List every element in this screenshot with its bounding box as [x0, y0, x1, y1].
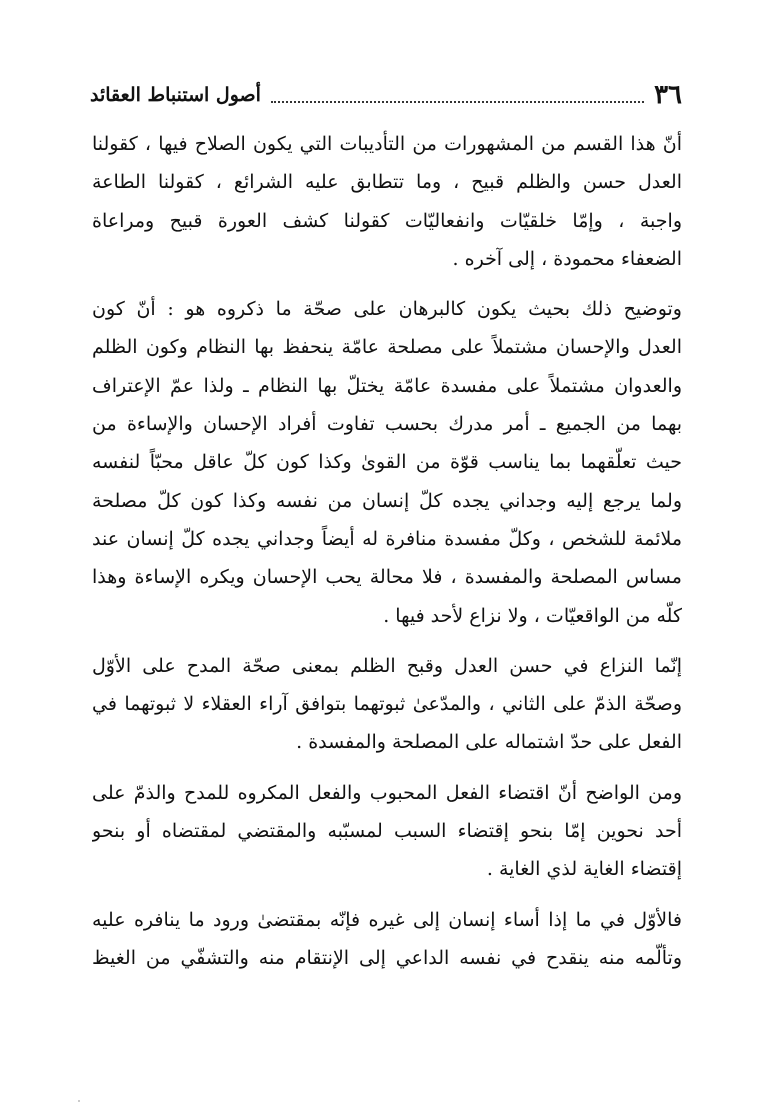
paragraph: [92, 125, 682, 278]
text-line: العدل حسن والظلم قبيح ، وما تتطابق عليه الشرائع ، كقولنا الطاعة: [92, 171, 682, 194]
text-line: إنّما النزاع في حسن العدل وقبح الظلم بمعنى صحّة المدح على الأوّل: [92, 654, 682, 677]
scan-speck: [78, 1100, 80, 1102]
body-text: [92, 125, 682, 989]
paragraph: [92, 290, 682, 635]
text-line: ومن الواضح أنّ اقتضاء الفعل المحبوب والفعل المكروه للمدح والذمّ على: [92, 781, 682, 804]
paragraph: [92, 774, 682, 889]
text-line: ولما يرجع إليه وجداني يجده كلّ إنسان من نفسه وكذا كون كلّ مصلحة: [92, 489, 682, 512]
dotted-leader: [271, 101, 644, 103]
running-title: أصول استنباط العقائد: [90, 84, 261, 106]
text-line: والعدوان مشتملاً على مفسدة عامّة يختلّ بها النظام ـ ولذا عمّ الإعتراف: [92, 374, 682, 397]
text-line: واجبة ، وإمّا خلقيّات وانفعاليّات كقولنا كشف العورة قبيح ومراعاة: [92, 209, 682, 232]
page-header: [90, 78, 682, 110]
text-line: فالأوّل في ما إذا أساء إنسان إلى غيره فإنّه بمقتضىٰ ورود ما ينافره عليه: [92, 908, 682, 931]
text-line: بهما من الجميع ـ أمر مدرك بحسب تفاوت أفراد الإحسان والإساءة من: [92, 413, 682, 436]
text-line: أحد نحوين إمّا بنحو إقتضاء السبب لمسبّبه والمقتضي لمقتضاه أو بنحو: [92, 820, 682, 843]
text-line: وتوضيح ذلك بحيث يكون كالبرهان على صحّة ما ذكروه هو : أنّ كون: [92, 298, 682, 321]
text-line: أنّ هذا القسم من المشهورات من التأديبات التي يكون الصلاح فيها ، كقولنا: [92, 133, 682, 155]
text-line: إقتضاء الغاية لذي الغاية .: [486, 858, 682, 881]
text-line: وتألّمه منه ينقدح في نفسه الداعي إلى الإنتقام منه والتشفّي من الغيظ: [92, 946, 682, 969]
text-line: العدل والإحسان مشتملاً على مصلحة عامّة ينحفظ بها النظام وكون الظلم: [92, 336, 682, 359]
text-line: ملائمة للشخص ، وكلّ مفسدة منافرة له أيضاً وجداني يجده كلّ إنسان عند: [92, 527, 682, 550]
text-line: حيث تعلّقهما بما يناسب قوّة من القوىٰ وكذا كون كلّ عاقل محبّاً لنفسه: [92, 451, 682, 474]
paragraph: [92, 901, 682, 978]
page-number: ٣٦: [654, 80, 682, 110]
text-line: كلّه من الواقعيّات ، ولا نزاع لأحد فيها .: [383, 604, 682, 627]
text-line: الضعفاء محمودة ، إلى آخره .: [452, 247, 682, 270]
text-line: الفعل على حدّ اشتماله على المصلحة والمفسدة .: [296, 731, 682, 754]
paragraph: [92, 647, 682, 762]
text-line: مساس المصلحة والمفسدة ، فلا محالة يحب الإحسان ويكره الإساءة وهذا: [92, 566, 682, 589]
text-line: وصحّة الذمّ على الثاني ، والمدّعىٰ ثبوتهما بتوافق آراء العقلاء لا ثبوتهما في: [92, 693, 682, 716]
